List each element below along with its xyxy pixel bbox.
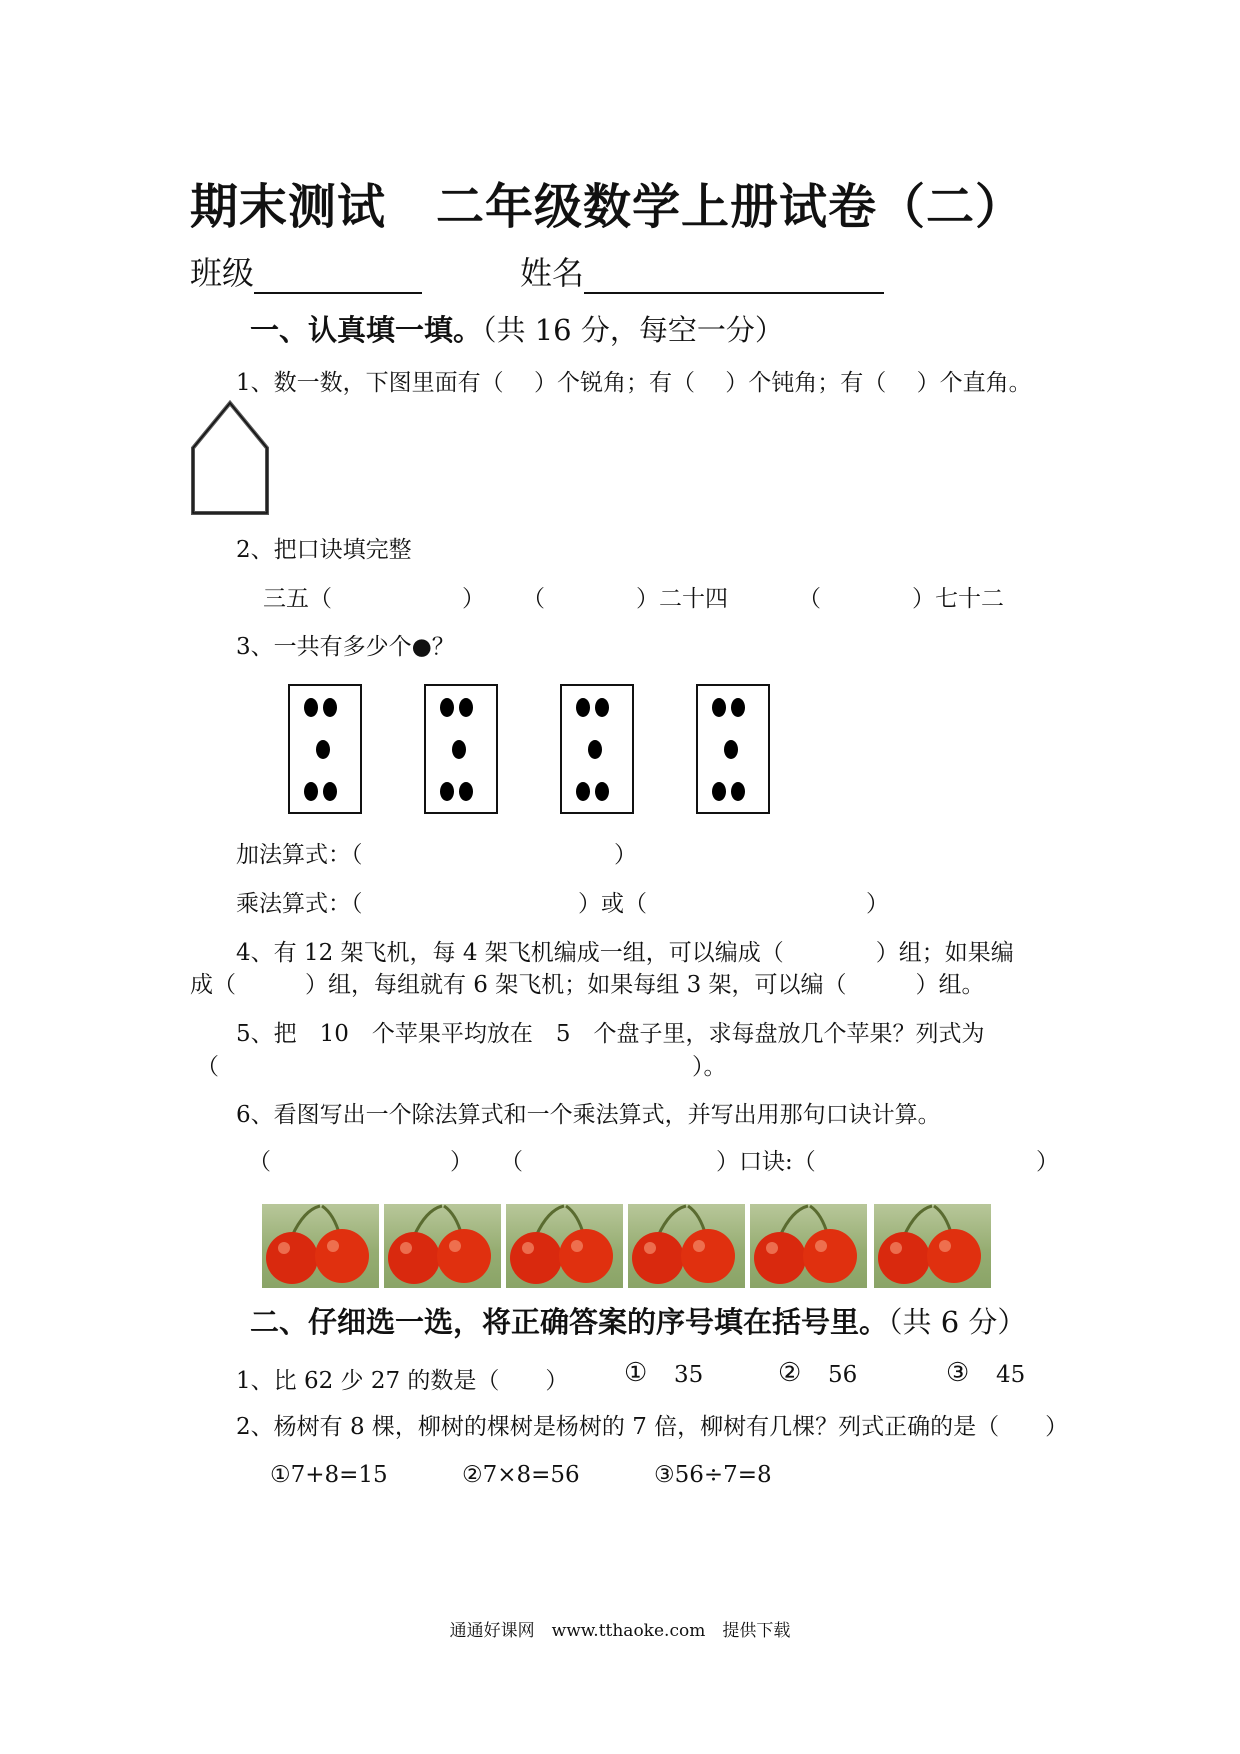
title-part2: 二年级数学上册试卷（二） bbox=[436, 179, 1025, 235]
dot bbox=[459, 782, 473, 801]
dot bbox=[595, 782, 609, 801]
dot bbox=[304, 782, 318, 801]
page-title bbox=[190, 168, 1024, 237]
class-blank[interactable] bbox=[254, 260, 422, 294]
dot bbox=[588, 740, 602, 759]
q2-item-6: ）七十二 bbox=[912, 586, 1004, 612]
s1-q2: 2、把口诀填完整 bbox=[236, 537, 412, 563]
domino-card bbox=[696, 684, 770, 814]
q6-part-1: （ bbox=[248, 1149, 271, 1175]
q3-multiplication-close: ） bbox=[866, 891, 889, 917]
q6-part-5: ） bbox=[1036, 1149, 1059, 1175]
s2-q1-option-3-number: ③ bbox=[946, 1358, 970, 1388]
s1-q5-close: ）。 bbox=[692, 1054, 727, 1080]
s1-q1: 1、数一数，下图里面有（ ）个锐角；有（ ）个钝角；有（ ）个直角。 bbox=[236, 370, 1032, 396]
dot bbox=[304, 698, 318, 717]
title-part1: 期末测试 bbox=[190, 179, 387, 235]
s2-q1-option-1-value: 35 bbox=[674, 1362, 704, 1388]
dot bbox=[576, 698, 590, 717]
cherry-picture bbox=[750, 1204, 867, 1288]
dot bbox=[440, 782, 454, 801]
q6-part-4: ）口诀:（ bbox=[716, 1149, 816, 1175]
class-field[interactable] bbox=[190, 248, 422, 294]
dot bbox=[316, 740, 330, 759]
dot bbox=[731, 782, 745, 801]
q6-part-2: ） bbox=[450, 1149, 473, 1175]
s2-q2: 2、杨树有 8 棵，柳树的棵树是杨树的 7 倍，柳树有几棵？列式正确的是（ ） bbox=[236, 1414, 1069, 1440]
section2-title: 二、仔细选一选，将正确答案的序号填在括号里。 bbox=[250, 1305, 889, 1339]
pentagon-figure bbox=[190, 400, 270, 516]
section1-title: 一、认真填一填。 bbox=[250, 313, 483, 347]
q2-item-3: （ bbox=[522, 586, 545, 612]
q3-addition-label: 加法算式：（ bbox=[236, 842, 363, 868]
s2-q1-option-2-number: ② bbox=[778, 1358, 802, 1388]
s1-q3: 3、一共有多少个●？ bbox=[236, 634, 455, 660]
domino-card bbox=[288, 684, 362, 814]
cherry-picture bbox=[628, 1204, 745, 1288]
dot bbox=[452, 740, 466, 759]
s1-q5-line1: 5、把 10 个苹果平均放在 5 个盘子里，求每盘放几个苹果？列式为 bbox=[236, 1021, 985, 1047]
q2-item-2: ） bbox=[462, 586, 485, 612]
dot bbox=[459, 698, 473, 717]
dot bbox=[724, 740, 738, 759]
cherry-picture bbox=[874, 1204, 991, 1288]
section1-note: （共 16 分，每空一分） bbox=[482, 313, 784, 347]
q3-multiplication-or: ）或（ bbox=[578, 891, 647, 917]
dot bbox=[595, 698, 609, 717]
s2-q2-option-1: ①7+8=15 bbox=[270, 1462, 388, 1488]
s2-q1: 1、比 62 少 27 的数是（ ） bbox=[236, 1368, 569, 1394]
s2-q1-option-2-value: 56 bbox=[828, 1362, 858, 1388]
s2-q2-option-3: ③56÷7=8 bbox=[654, 1462, 772, 1488]
q2-item-5: （ bbox=[798, 586, 821, 612]
dot bbox=[576, 782, 590, 801]
cherry-picture bbox=[384, 1204, 501, 1288]
page-footer: 通通好课网 www.tthaoke.com 提供下载 bbox=[449, 1621, 791, 1641]
dot bbox=[440, 698, 454, 717]
dot bbox=[731, 698, 745, 717]
s2-q2-option-2: ②7×8=56 bbox=[462, 1462, 580, 1488]
s1-q4-line1: 4、有 12 架飞机，每 4 架飞机编成一组，可以编成（ ）组；如果编 bbox=[236, 940, 1014, 966]
q2-item-4: ）二十四 bbox=[636, 586, 728, 612]
domino-card bbox=[560, 684, 634, 814]
name-field[interactable] bbox=[520, 248, 884, 294]
dot bbox=[323, 782, 337, 801]
s1-q5-open: （ bbox=[196, 1054, 219, 1080]
cherry-picture bbox=[262, 1204, 379, 1288]
s2-q1-option-3-value: 45 bbox=[996, 1362, 1026, 1388]
q3-multiplication-label: 乘法算式：（ bbox=[236, 891, 363, 917]
q3-addition-close: ） bbox=[614, 842, 637, 868]
q6-part-3: （ bbox=[500, 1149, 523, 1175]
cherry-picture bbox=[506, 1204, 623, 1288]
q2-item-1: 三五（ bbox=[263, 586, 332, 612]
dot bbox=[323, 698, 337, 717]
section2-heading bbox=[250, 1300, 1026, 1341]
section2-note: （共 6 分） bbox=[888, 1305, 1027, 1339]
s1-q4-line2: 成（ ）组，每组就有 6 架飞机；如果每组 3 架，可以编（ ）组。 bbox=[190, 972, 985, 998]
s1-q6: 6、看图写出一个除法算式和一个乘法算式，并写出用那句口诀计算。 bbox=[236, 1102, 941, 1128]
name-label: 姓名 bbox=[520, 254, 585, 292]
dot bbox=[712, 782, 726, 801]
domino-card bbox=[424, 684, 498, 814]
name-blank[interactable] bbox=[584, 260, 884, 294]
s2-q1-option-1-number: ① bbox=[624, 1358, 648, 1388]
class-label: 班级 bbox=[190, 254, 255, 292]
dot bbox=[712, 698, 726, 717]
section1-heading bbox=[250, 308, 784, 349]
